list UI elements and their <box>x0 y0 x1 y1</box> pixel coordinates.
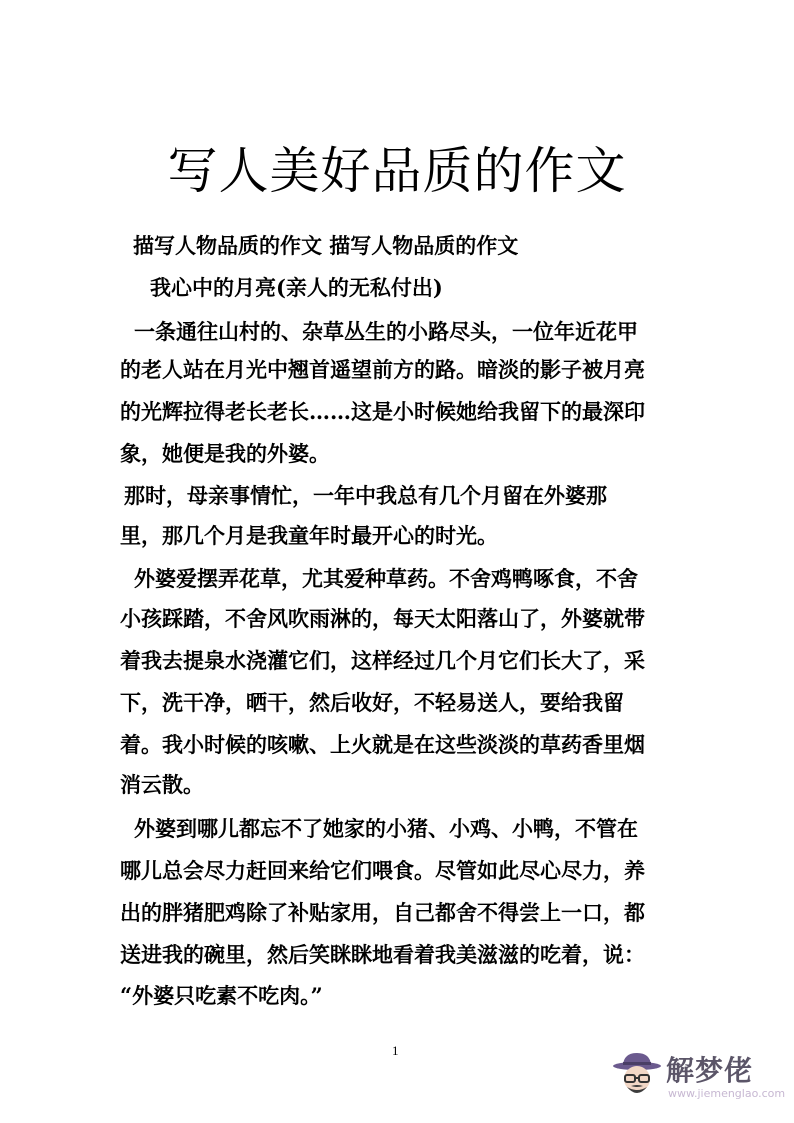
essay-heading: 我心中的月亮(亲人的无私付出) <box>150 275 443 300</box>
text-line: 送进我的碗里，然后笑眯眯地看着我美滋滋的吃着，说： <box>120 942 645 967</box>
text-line: 着。我小时候的咳嗽、上火就是在这些淡淡的草药香里烟 <box>120 732 645 757</box>
text-line: 着我去提泉水浇灌它们，这样经过几个月它们长大了，采 <box>120 648 645 673</box>
site-watermark <box>610 1045 786 1109</box>
text-line: 哪儿总会尽力赶回来给它们喂食。尽管如此尽心尽力，养 <box>120 858 645 883</box>
text-line: 消云散。 <box>120 772 204 797</box>
text-line: 外婆爱摆弄花草，尤其爱种草药。不舍鸡鸭啄食，不舍 <box>134 566 638 591</box>
page-number: 1 <box>392 1043 399 1058</box>
text-line: 小孩踩踏，不舍风吹雨淋的，每天太阳落山了，外婆就带 <box>120 606 645 631</box>
text-line: “外婆只吃素不吃肉。” <box>120 983 323 1008</box>
text-line: 的光辉拉得老长老长……这是小时候她给我留下的最深印 <box>120 399 645 424</box>
text-line: 里，那几个月是我童年时最开心的时光。 <box>120 523 498 548</box>
text-line: 下，洗干净，晒干，然后收好，不轻易送人，要给我留 <box>120 690 624 715</box>
text-line: 外婆到哪儿都忘不了她家的小猪、小鸡、小鸭，不管在 <box>134 816 638 841</box>
watermark-brand: 解梦佬 <box>666 1054 754 1087</box>
text-line: 的老人站在月光中翘首遥望前方的路。暗淡的影子被月亮 <box>120 357 645 382</box>
text-line: 那时，母亲事情忙，一年中我总有几个月留在外婆那 <box>124 483 607 508</box>
subtitle: 描写人物品质的作文 描写人物品质的作文 <box>133 233 519 258</box>
watermark-url: www.jiemenglao.com <box>668 1087 786 1100</box>
detective-mascot-icon <box>610 1049 664 1103</box>
document-title: 写人美好品质的作文 <box>167 142 627 200</box>
text-line: 象，她便是我的外婆。 <box>120 441 330 466</box>
text-line: 一条通往山村的、杂草丛生的小路尽头，一位年近花甲 <box>134 319 638 344</box>
text-line: 出的胖猪肥鸡除了补贴家用，自己都舍不得尝上一口，都 <box>120 900 645 925</box>
